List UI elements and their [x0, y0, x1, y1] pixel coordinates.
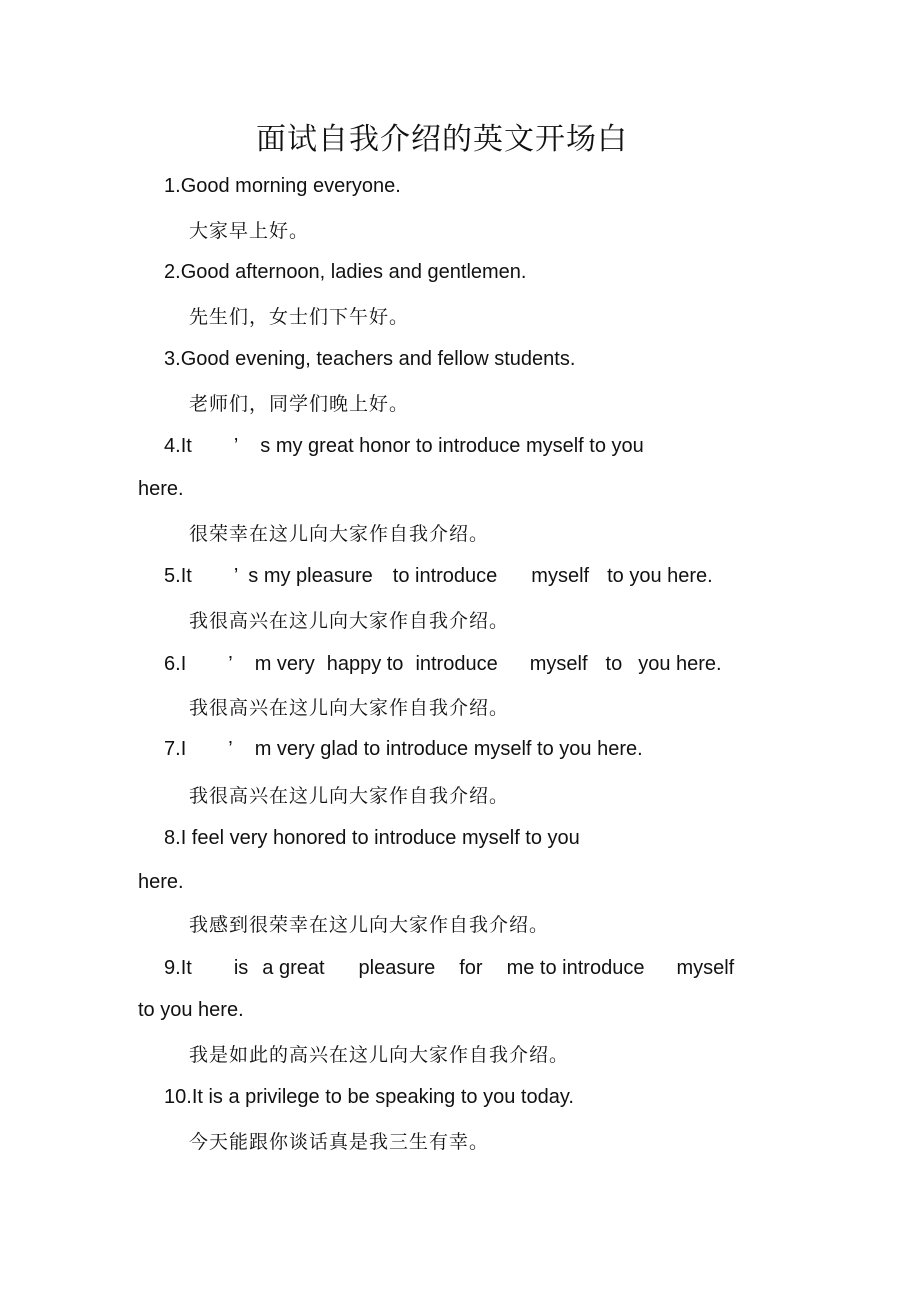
chinese-translation-6: 我很高兴在这儿向大家作自我介绍。: [189, 697, 510, 719]
english-phrase-1: 1.Good morning everyone.: [164, 175, 401, 197]
chinese-translation-7: 我很高兴在这儿向大家作自我介绍。: [189, 785, 510, 807]
english-phrase-5: 5.It ’ s my pleasure to introduce myself to you here.: [164, 565, 713, 587]
chinese-translation-2: 先生们，女士们下午好。: [189, 306, 410, 328]
english-phrase-8-continuation: here.: [138, 871, 184, 893]
english-phrase-9: 9.It is a great pleasure for me to introduce myself: [164, 957, 735, 979]
chinese-translation-1: 大家早上好。: [189, 220, 310, 242]
english-phrase-10: 10.It is a privilege to be speaking to you today.: [164, 1086, 574, 1108]
english-phrase-4: 4.It ’ s my great honor to introduce myself to you: [164, 435, 644, 457]
chinese-translation-9: 我是如此的高兴在这儿向大家作自我介绍。: [189, 1044, 570, 1066]
chinese-translation-4: 很荣幸在这儿向大家作自我介绍。: [189, 523, 490, 545]
english-phrase-6: 6.I ’ m very happy to introduce myself to you here.: [164, 653, 722, 675]
english-phrase-8: 8.I feel very honored to introduce myself to you: [164, 827, 580, 849]
chinese-translation-10: 今天能跟你谈话真是我三生有幸。: [189, 1131, 490, 1153]
english-phrase-2: 2.Good afternoon, ladies and gentlemen.: [164, 261, 527, 283]
english-phrase-4-continuation: here.: [138, 478, 184, 500]
chinese-translation-8: 我感到很荣幸在这儿向大家作自我介绍。: [189, 914, 550, 936]
page-title: 面试自我介绍的英文开场白: [256, 122, 628, 157]
english-phrase-9-continuation: to you here.: [138, 999, 244, 1021]
english-phrase-3: 3.Good evening, teachers and fellow students.: [164, 348, 576, 370]
chinese-translation-5: 我很高兴在这儿向大家作自我介绍。: [189, 610, 510, 632]
english-phrase-7: 7.I ’ m very glad to introduce myself to you here.: [164, 738, 643, 760]
chinese-translation-3: 老师们，同学们晚上好。: [189, 393, 410, 415]
